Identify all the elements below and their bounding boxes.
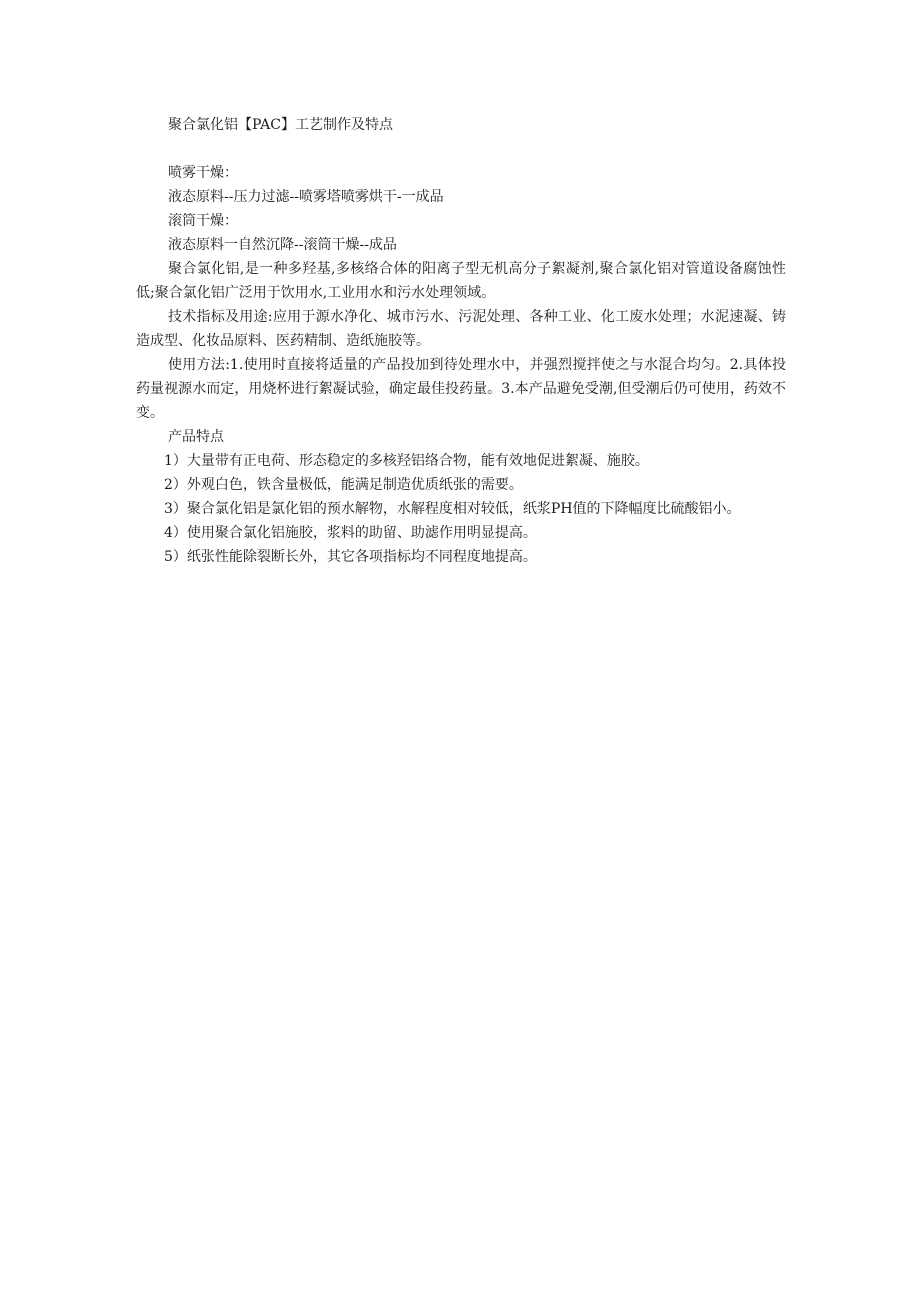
features-heading: 产品特点 [168, 429, 224, 445]
spray-drying-heading: 喷雾干燥： [168, 165, 238, 181]
uses-paragraph: 技术指标及用途:应用于源水净化、城市污水、污泥处理、各种工业、化工废水处理；水泥速凝、铸造成型、化妆品原料、医药精制、造纸施胶等。 [136, 309, 786, 349]
feature-item: 2）外观白色，铁含量极低，能满足制造优质纸张的需要。 [164, 477, 523, 493]
feature-item: 4）使用聚合氯化铝施胶，浆料的助留、助滤作用明显提高。 [164, 525, 537, 541]
spray-drying-process: 液态原料--压力过滤--喷雾塔喷雾烘干-一成品 [168, 189, 444, 205]
feature-item: 3）聚合氯化铝是氯化铝的预水解物，水解程度相对较低，纸浆PH值的下降幅度比硫酸铝小。 [164, 501, 741, 517]
method-paragraph: 使用方法:1.使用时直接将适量的产品投加到待处理水中，并强烈搅拌使之与水混合均匀。2.具体投药量视源水而定，用烧杯进行絮凝试验，确定最佳投药量。3.本产品避免受潮,但受潮后仍可使用，药效不变。 [136, 357, 786, 421]
document-title: 聚合氯化铝【PAC】工艺制作及特点 [168, 117, 393, 133]
blank-line [136, 137, 786, 161]
document-body [136, 113, 786, 569]
feature-item: 1）大量带有正电荷、形态稳定的多核羟铝络合物，能有效地促进絮凝、施胶。 [164, 453, 649, 469]
drum-drying-process: 液态原料一自然沉降--滚筒干燥--成品 [168, 237, 397, 253]
intro-paragraph: 聚合氯化铝,是一种多羟基,多核络合体的阳离子型无机高分子絮凝剂,聚合氯化铝对管道设备腐蚀性低;聚合氯化铝广泛用于饮用水,工业用水和污水处理领域。 [136, 261, 786, 301]
feature-item: 5）纸张性能除裂断长外，其它各项指标均不同程度地提高。 [164, 549, 537, 565]
drum-drying-heading: 滚筒干燥： [168, 213, 238, 229]
